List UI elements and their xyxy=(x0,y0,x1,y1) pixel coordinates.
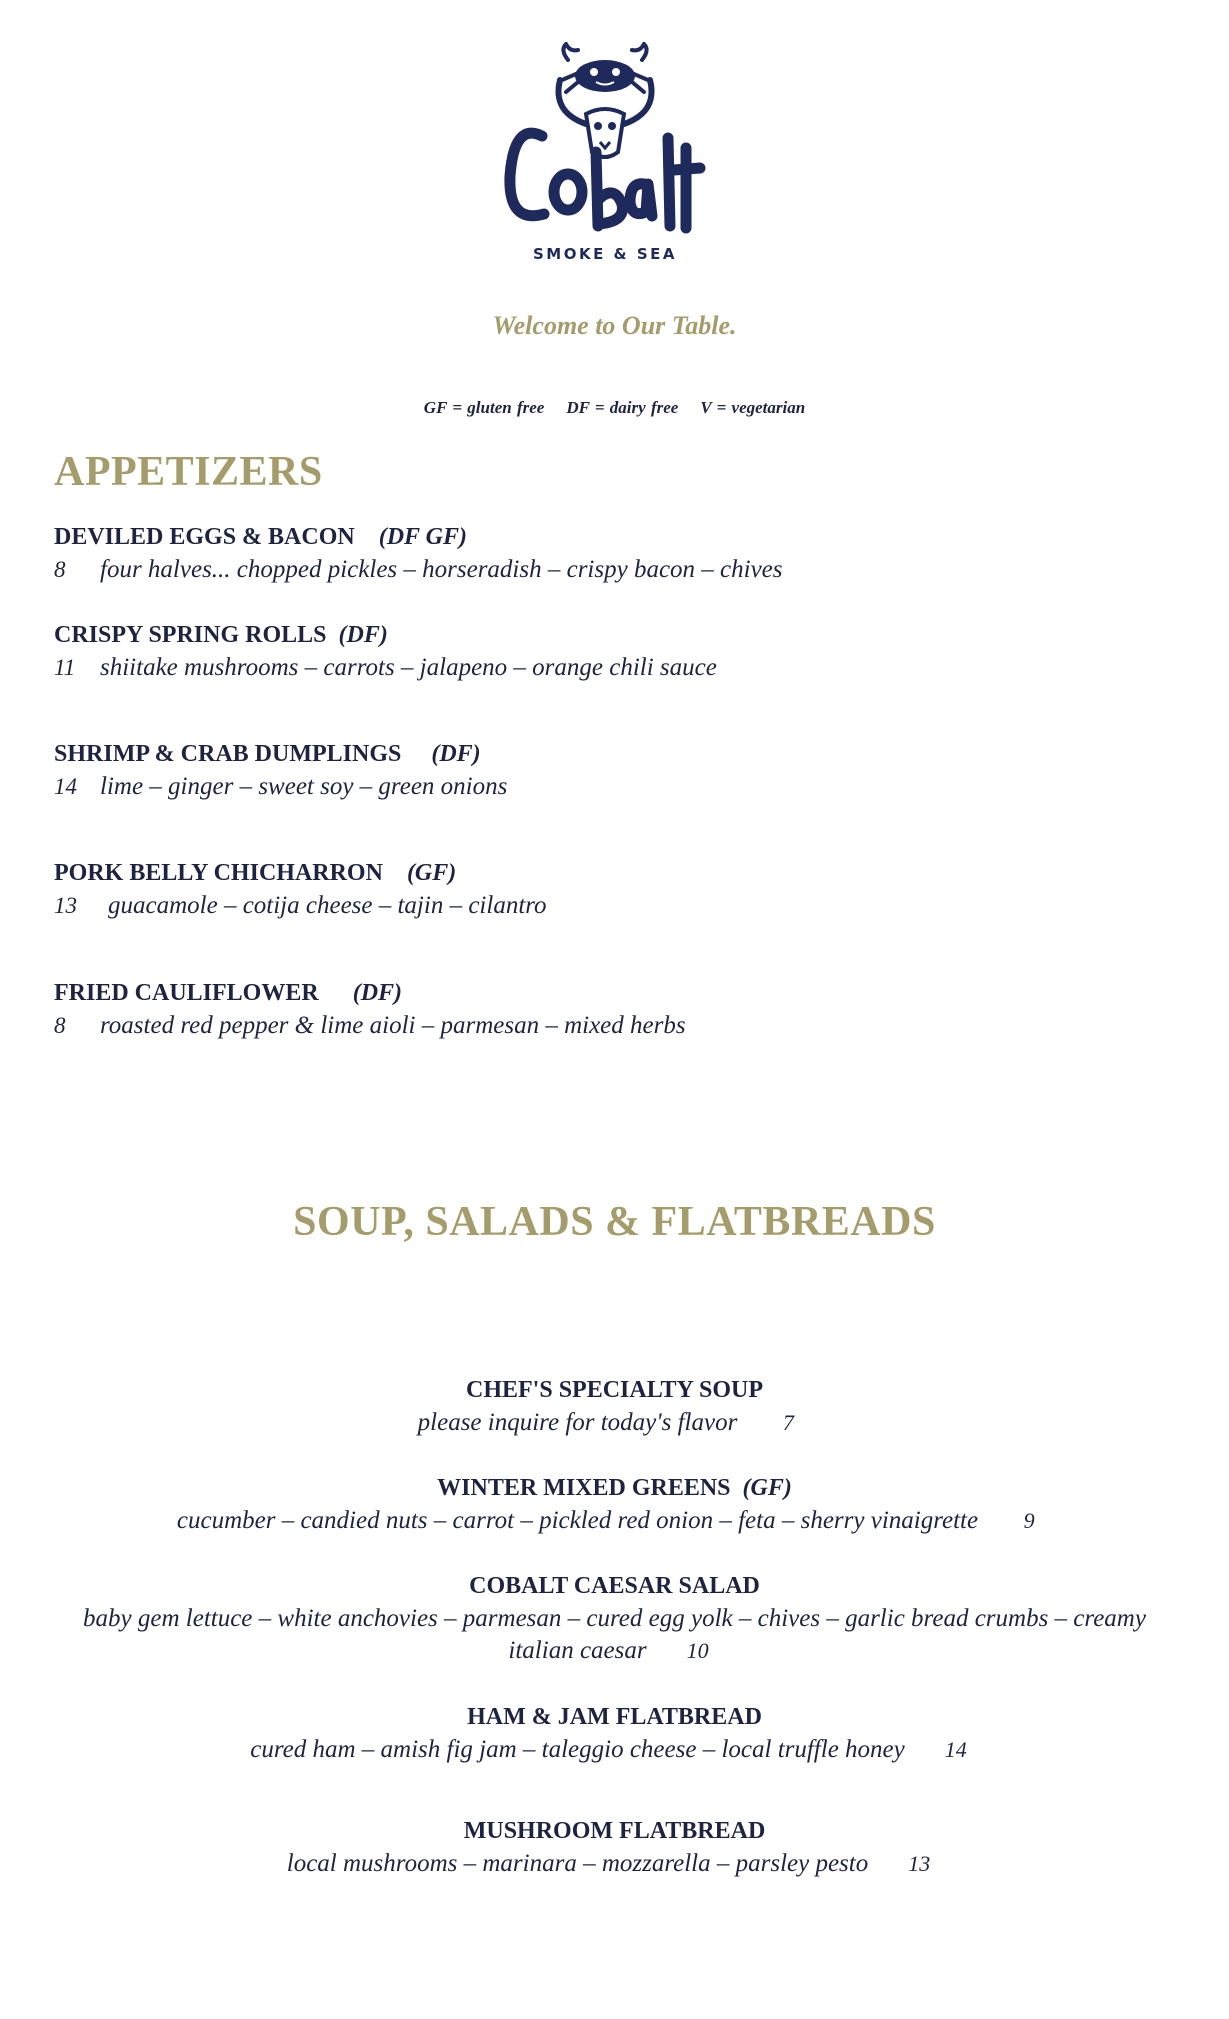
item-title xyxy=(54,978,686,1008)
item-price: 8 xyxy=(54,1013,66,1038)
item-description: cucumber – candied nuts – carrot – pickled red onion – feta – sherry vinaigrette xyxy=(176,1507,979,1534)
menu-item xyxy=(54,522,783,586)
item-line xyxy=(54,652,717,684)
menu-item xyxy=(54,620,717,684)
item-name: MUSHROOM FLATBREAD xyxy=(463,1818,766,1844)
item-price: 13 xyxy=(54,893,77,918)
item-title xyxy=(54,739,507,769)
item-description: shiitake mushrooms – carrots – jalapeno – orange chili sauce xyxy=(100,654,717,681)
item-name: COBALT CAESAR SALAD xyxy=(469,1573,760,1599)
cobalt-crab-skull-logo-icon xyxy=(490,42,720,242)
item-price: 14 xyxy=(54,774,77,799)
item-name: DEVILED EGGS & BACON xyxy=(54,524,355,550)
item-tags: (DF GF) xyxy=(378,524,467,550)
menu-item xyxy=(40,1702,1189,1766)
dietary-legend xyxy=(0,398,1229,418)
menu-item xyxy=(40,1571,1189,1667)
item-title xyxy=(54,858,547,888)
item-description: roasted red pepper & lime aioli – parmesan – mixed herbs xyxy=(100,1012,686,1039)
item-name: SHRIMP & CRAB DUMPLINGS xyxy=(54,741,402,767)
item-line xyxy=(40,1848,1189,1880)
item-name: HAM & JAM FLATBREAD xyxy=(467,1704,762,1730)
item-line xyxy=(54,554,783,586)
menu-item xyxy=(54,739,507,803)
item-description: local mushrooms – marinara – mozzarella – parsley pesto xyxy=(286,1850,869,1877)
item-tags: (DF) xyxy=(431,741,481,767)
menu-item xyxy=(40,1473,1189,1537)
legend-vegetarian: V = vegetarian xyxy=(700,398,806,417)
item-tags: (GF) xyxy=(742,1475,792,1501)
item-description: please inquire for today's flavor xyxy=(417,1409,738,1436)
item-name: PORK BELLY CHICHARRON xyxy=(54,860,383,886)
item-name: WINTER MIXED GREENS xyxy=(437,1475,731,1501)
item-line xyxy=(54,771,507,803)
item-line xyxy=(40,1505,1189,1537)
item-tags: (DF) xyxy=(338,622,388,648)
menu-item xyxy=(40,1375,1189,1439)
item-price: 10 xyxy=(686,1638,709,1663)
item-name: CRISPY SPRING ROLLS xyxy=(54,622,327,648)
logo-tagline: SMOKE & SEA xyxy=(532,245,678,263)
item-line xyxy=(40,1734,1189,1766)
menu-item xyxy=(54,858,547,922)
item-description: cured ham – amish fig jam – taleggio cheese – local truffle honey xyxy=(250,1736,905,1763)
item-title xyxy=(40,1473,1189,1503)
item-price: 11 xyxy=(54,655,76,680)
item-price: 14 xyxy=(944,1737,967,1762)
item-tags: (GF) xyxy=(406,860,457,886)
item-description: baby gem lettuce – white anchovies – parmesan – cured egg yolk – chives – garlic bread crumbs – creamy italian caesar xyxy=(83,1605,1146,1664)
item-price: 7 xyxy=(782,1410,794,1435)
item-price: 8 xyxy=(54,557,66,582)
item-name: FRIED CAULIFLOWER xyxy=(54,980,319,1006)
item-price: 9 xyxy=(1023,1508,1035,1533)
item-description: guacamole – cotija cheese – tajin – cilantro xyxy=(108,892,547,919)
item-description: four halves... chopped pickles – horseradish – crispy bacon – chives xyxy=(100,556,783,583)
appetizers-heading: APPETIZERS xyxy=(54,449,323,495)
soups-salads-heading: SOUP, SALADS & FLATBREADS xyxy=(293,1199,936,1245)
restaurant-logo xyxy=(490,42,720,282)
item-title xyxy=(54,620,717,650)
item-name: CHEF'S SPECIALTY SOUP xyxy=(466,1377,763,1403)
welcome-text: Welcome to Our Table. xyxy=(492,311,737,340)
item-title xyxy=(54,522,783,552)
item-line xyxy=(54,890,547,922)
item-price: 13 xyxy=(908,1851,931,1876)
item-tags: (DF) xyxy=(352,980,403,1006)
item-line xyxy=(54,1010,686,1042)
item-line xyxy=(40,1603,1189,1667)
legend-dairy-free: DF = dairy free xyxy=(566,398,679,417)
item-description: lime – ginger – sweet soy – green onions xyxy=(100,773,508,800)
menu-item xyxy=(40,1816,1189,1880)
legend-gluten-free: GF = gluten free xyxy=(423,398,545,417)
item-line xyxy=(40,1407,1189,1439)
menu-item xyxy=(54,978,686,1042)
